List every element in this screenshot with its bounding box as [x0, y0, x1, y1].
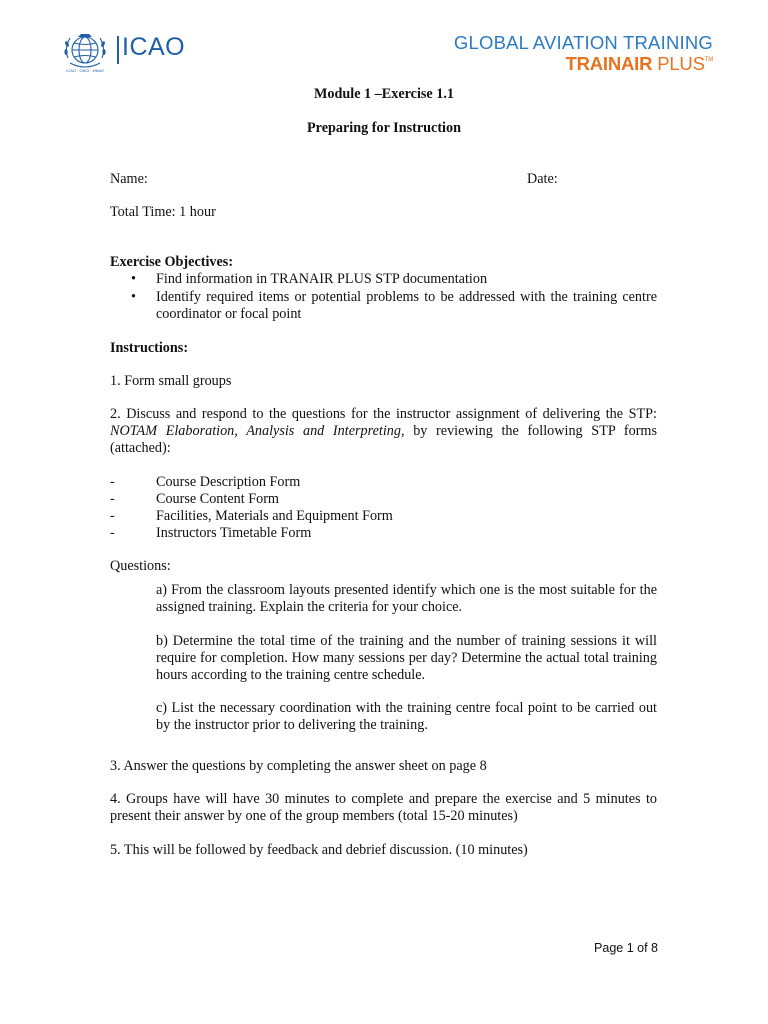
logo-divider [117, 36, 119, 64]
step-2-text-end: , by reviewing the following STP forms (attached): [110, 423, 657, 456]
brand-logo [565, 53, 713, 75]
form-item: Instructors Timetable Form [156, 525, 312, 541]
brand-name-bold: TRAINAIR [565, 53, 653, 74]
form-item: Course Description Form [156, 474, 301, 490]
form-item: Course Content Form [156, 491, 279, 507]
instructions-heading: Instructions: [110, 340, 189, 356]
bullet-icon: • [131, 289, 136, 305]
trademark-mark: TM [704, 57, 713, 63]
total-time: Total Time: 1 hour [110, 204, 216, 220]
question-a: a) From the classroom layouts presented identify which one is the most suitable for the assigned training. Explain the criteria for your choice. [156, 582, 657, 615]
page-header [0, 26, 768, 76]
brand-name-thin: PLUS [652, 53, 705, 74]
date-label: Date: [527, 171, 558, 187]
name-label: Name: [110, 171, 148, 187]
objective-item: Find information in TRANAIR PLUS STP documentation [156, 271, 488, 287]
step-2-text: 2. Discuss and respond to the questions for the instructor assignment of delivering the STP: [110, 406, 657, 422]
step-5: 5. This will be followed by feedback and debrief discussion. (10 minutes) [110, 842, 528, 858]
dash-marker: - [110, 474, 115, 490]
form-item: Facilities, Materials and Equipment Form [156, 508, 393, 524]
questions-label: Questions: [110, 558, 171, 574]
brand-tagline: GLOBAL AVIATION TRAINING [453, 32, 713, 53]
question-c: c) List the necessary coordination with the training centre focal point to be carried out by the instructor prior to delivering the training. [156, 700, 657, 733]
icao-logo-text: ICAO [122, 33, 186, 61]
step-3: 3. Answer the questions by completing the answer sheet on page 8 [110, 758, 487, 774]
dash-marker: - [110, 491, 115, 507]
step-4: 4. Groups have will have 30 minutes to complete and prepare the exercise and 5 minutes to present their answer by one of the group members (total 15-20 minutes) [110, 791, 657, 824]
icao-emblem-icon [58, 30, 112, 74]
document-subtitle: Preparing for Instruction [307, 120, 461, 136]
bullet-icon: • [131, 271, 136, 287]
page-number: Page 1 of 8 [594, 941, 658, 955]
document-title: Module 1 –Exercise 1.1 [313, 86, 455, 102]
dash-marker: - [110, 508, 115, 524]
objective-item: Identify required items or potential problems to be addressed with the training centre coordinator or focal point [156, 289, 657, 322]
emblem-caption: ICAO · OACI · ИКАО [66, 68, 104, 73]
objectives-heading: Exercise Objectives: [110, 254, 234, 270]
dash-marker: - [110, 525, 115, 541]
stp-title: NOTAM Elaboration, Analysis and Interpreting [110, 423, 401, 439]
question-b: b) Determine the total time of the training and the number of training sessions it will require for completion. How many sessions per day? Determine the actual total training hours according to the training centre schedule. [156, 633, 657, 683]
step-1: 1. Form small groups [110, 373, 232, 389]
step-2 [110, 406, 657, 457]
